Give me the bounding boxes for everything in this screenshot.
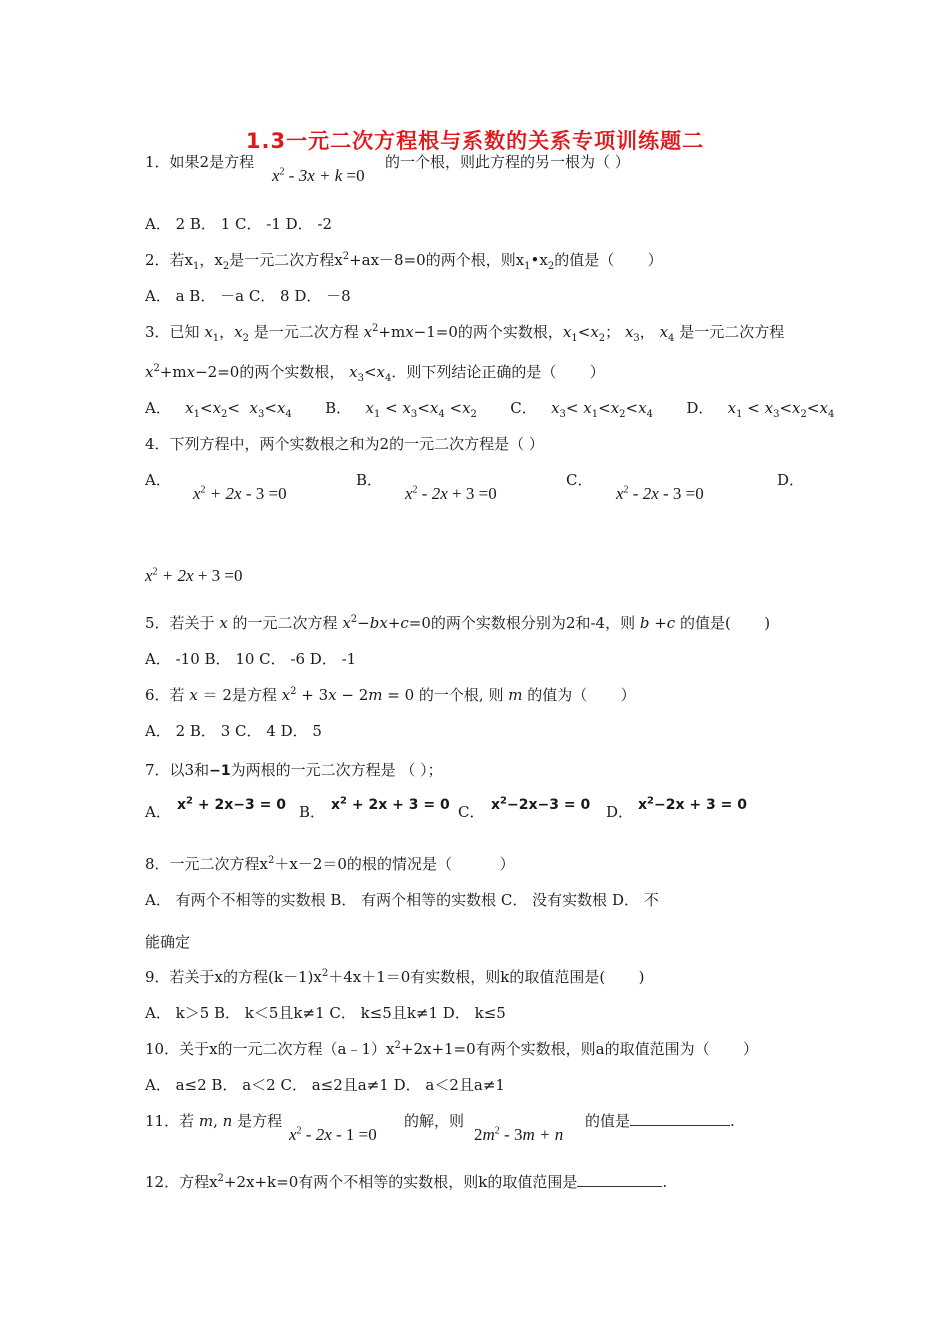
q1-stem-part1: 1．如果2是方程 [145, 153, 255, 171]
q4-label-a: A． [145, 471, 171, 489]
q7-label-a: A． [145, 803, 171, 821]
q2-options: A． a B． －a C． 8 D． －8 [145, 287, 351, 305]
q10-stem: 10．关于x的一元二次方程$(a﹣1)x^2+2x+1=0$有两个实数根，则a的取值范围为（ ） [145, 1040, 758, 1058]
q7-label-d: D． [606, 803, 634, 821]
q4-equation-d: $x^2 + 2x + 3 =0$ [145, 566, 243, 585]
q11-answer-blank[interactable] [630, 1111, 730, 1126]
q4-label-d: D． [777, 471, 805, 489]
q7-stem-part1: 7．以3和 [145, 761, 210, 779]
q4-stem: 4．下列方程中，两个实数根之和为2的一元二次方程是（ ） [145, 435, 544, 453]
q4-label-b: B． [356, 471, 383, 489]
q4-equation-a: $x^2 + 2x - 3 =0$ [193, 484, 287, 503]
q11-stem-part3: 的值是 . [585, 1112, 735, 1130]
q1-equation: $x^2 - 3x + k =0$ [272, 166, 365, 185]
q10-options: A． a≤2 B． a＜2 C． a≤2且a≠1 D． a＜2且a≠1 [145, 1076, 505, 1094]
q12-stem: 12．方程$x^2+2x+k=0$有两个不相等的实数根，则k的取值范围是 . [145, 1173, 668, 1191]
q8-options: A． 有两个不相等的实数根 B． 有两个相等的实数根 C． 没有实数根 D． 不 [145, 891, 659, 909]
q7-equation-d: $x^2-2x + 3 = 0$ [638, 795, 747, 813]
q7-equation-a: $x^2 + 2x-3 = 0$ [177, 795, 286, 813]
q3-stem-line1: 3．已知 $x_1$，$x_2$ 是一元二次方程 $x^2+mx-1=0$的两个实数根，$x_1<x_2$； $x_3$， $x_4$ 是一元二次方程 [145, 323, 785, 344]
q11-expression: $2m^2 - 3m + n$ [474, 1125, 564, 1144]
q7-label-b: B． [299, 803, 326, 821]
q4-equation-b: $x^2 - 2x + 3 =0$ [405, 484, 497, 503]
q1-options: A． 2 B． 1 C． -1 D． -2 [145, 215, 333, 233]
q5-stem: 5．若关于 x 的一元二次方程 $x^2-bx+c=0$的两个实数根分别为2和-4，则 b +c 的值是( ) [145, 614, 771, 632]
q3-options: A． $x_1<x_2< x_3<x_4$ B． $x_1 < x_3<x_4 <x_2$ C． $x_3< x_1<x_2<x_4$ D． $x_1 < x_3<x_2<x_4$ [145, 399, 835, 420]
q6-options: A． 2 B． 3 C． 4 D． 5 [145, 722, 322, 740]
q8-options-line2: 能确定 [145, 933, 191, 951]
q9-options: A． k＞5 B． k＜5且k≠1 C． k≤5且k≠1 D． k≤5 [145, 1004, 506, 1022]
q11-stem-part1: 11．若 m, n 是方程 [145, 1112, 283, 1130]
q7-neg-one: −1 [209, 763, 231, 779]
q8-stem: 8．一元二次方程$x^2+x-2=0$的根的情况是（ ） [145, 855, 515, 873]
q12-answer-blank[interactable] [577, 1172, 662, 1187]
q4-label-c: C． [566, 471, 593, 489]
q7-label-c: C． [458, 803, 485, 821]
q7-stem [145, 760, 443, 781]
q11-stem-part2: 的解，则 [404, 1112, 465, 1130]
q3-stem-line2: $x^2+mx-2=0$的两个实数根， $x_3<x_4$．则下列结论正确的是（ ） [145, 363, 605, 384]
q11-equation: $x^2 - 2x - 1 =0$ [289, 1125, 377, 1144]
q6-stem: 6．若 x ＝ 2是方程 $x^2 + 3x - 2m = 0$ 的一个根, 则 m 的值为（ ） [145, 686, 636, 704]
q7-equation-b: $x^2 + 2x + 3 = 0$ [331, 795, 450, 813]
q9-stem: 9．若关于x的方程$(k-1)x^2+4x+1=0$有实数根，则k的取值范围是( ) [145, 968, 645, 986]
page-title: 1.3一元二次方程根与系数的关系专项训练题二 [245, 129, 705, 153]
q4-equation-c: $x^2 - 2x - 3 =0$ [616, 484, 704, 503]
q1-stem-part2: 的一个根，则此方程的另一根为（ ） [385, 153, 630, 171]
q5-options: A． -10 B． 10 C． -6 D． -1 [145, 650, 357, 668]
q2-stem: 2．若$x_1$，$x_2$是一元二次方程$x^2+ax-8=0$的两个根，则$x_1•x_2$的值是（ ） [145, 251, 663, 272]
q7-equation-c: $x^2-2x-3 = 0$ [491, 795, 591, 813]
q7-stem-part2: 为两根的一元二次方程是 （ ）； [230, 761, 443, 779]
